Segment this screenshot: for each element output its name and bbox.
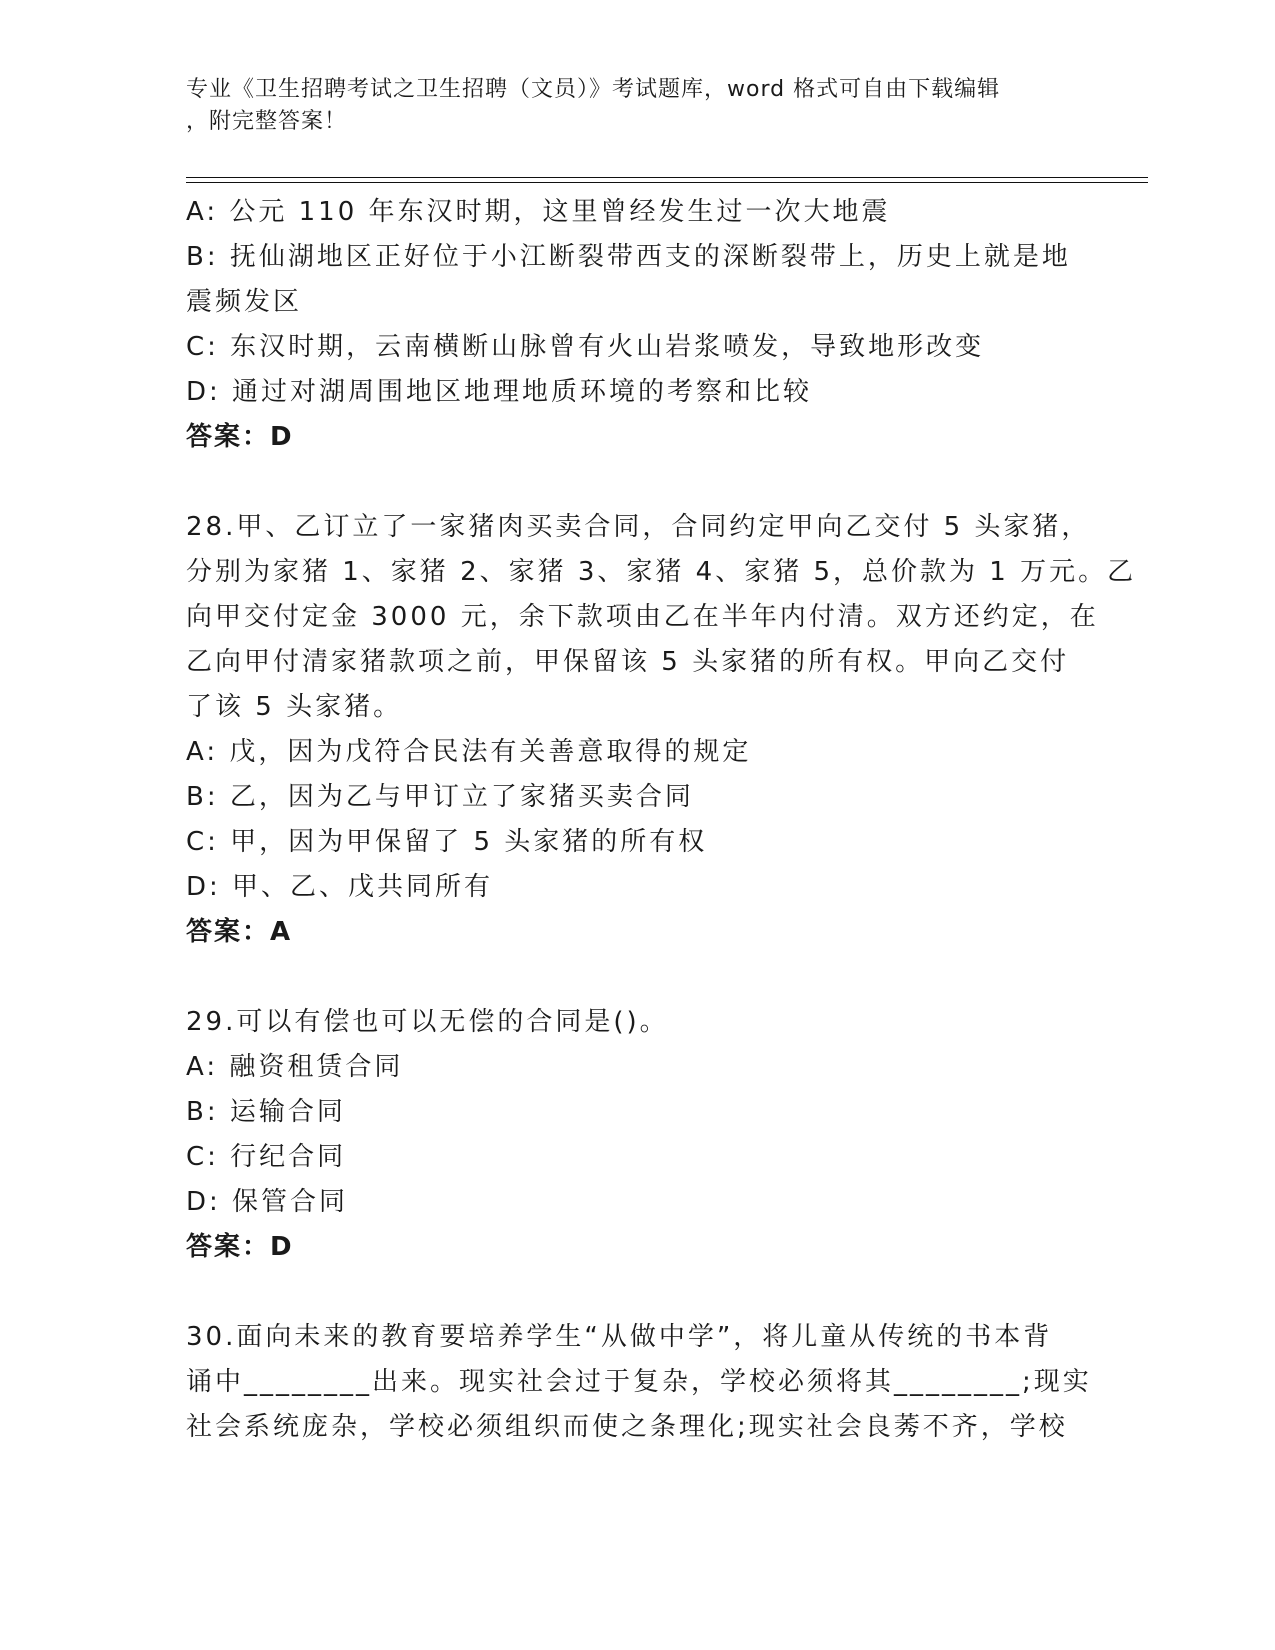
option-a: A: 公元 110 年东汉时期，这里曾经发生过一次大地震 [186,197,891,227]
option-b: B: 乙，因为乙与甲订立了家猪买卖合同 [186,782,694,812]
option-d: D: 保管合同 [186,1187,349,1217]
option-a: A: 戊，因为戊符合民法有关善意取得的规定 [186,737,752,767]
option-d: D: 甲、乙、戊共同所有 [186,872,494,902]
option-b-continued: 震频发区 [186,287,303,317]
question-stem: 向甲交付定金 3000 元，余下款项由乙在半年内付清。双方还约定，在 [186,602,1099,632]
question-27 [186,190,1086,460]
option-d: D: 通过对湖周围地区地理地质环境的考察和比较 [186,377,813,407]
option-c: C: 东汉时期，云南横断山脉曾有火山岩浆喷发，导致地形改变 [186,332,985,362]
answer-line: 答案：D [186,1232,294,1262]
option-c: C: 甲，因为甲保留了 5 头家猪的所有权 [186,827,708,857]
option-b: B: 抚仙湖地区正好位于小江断裂带西支的深断裂带上，历史上就是地 [186,242,1071,272]
option-c: C: 行纪合同 [186,1142,347,1172]
option-a: A: 融资租赁合同 [186,1052,404,1082]
question-29 [186,1000,1086,1270]
question-stem: 30.面向未来的教育要培养学生“从做中学”，将儿童从传统的书本背 [186,1322,1053,1352]
answer-line: 答案：D [186,422,294,452]
header-divider-top [186,177,1148,178]
header-divider-bottom [186,182,1148,183]
question-stem: 乙向甲付清家猪款项之前，甲保留该 5 头家猪的所有权。甲向乙交付 [186,647,1070,677]
question-content [186,190,1137,1450]
answer-line: 答案：A [186,917,293,947]
question-30 [186,1315,1092,1450]
question-stem: 了该 5 头家猪。 [186,692,403,722]
question-stem: 28.甲、乙订立了一家猪肉买卖合同，合同约定甲向乙交付 5 头家猪， [186,512,1091,542]
header-line-1: 专业《卫生招聘考试之卫生招聘（文员）》考试题库，word 格式可自由下载编辑 [186,77,1001,102]
spacer [186,1270,1086,1315]
document-header [186,74,1066,138]
option-b: B: 运输合同 [186,1097,346,1127]
question-28 [186,505,1137,955]
question-stem: 29.可以有偿也可以无偿的合同是()。 [186,1007,669,1037]
spacer [186,955,1086,1000]
question-stem: 诵中________出来。现实社会过于复杂，学校必须将其________;现实 [186,1367,1092,1397]
header-line-2: ，附完整答案！ [186,109,348,134]
spacer [186,460,1086,505]
question-stem: 社会系统庞杂，学校必须组织而使之条理化;现实社会良莠不齐，学校 [186,1412,1068,1442]
question-stem: 分别为家猪 1、家猪 2、家猪 3、家猪 4、家猪 5，总价款为 1 万元。乙 [186,557,1137,587]
